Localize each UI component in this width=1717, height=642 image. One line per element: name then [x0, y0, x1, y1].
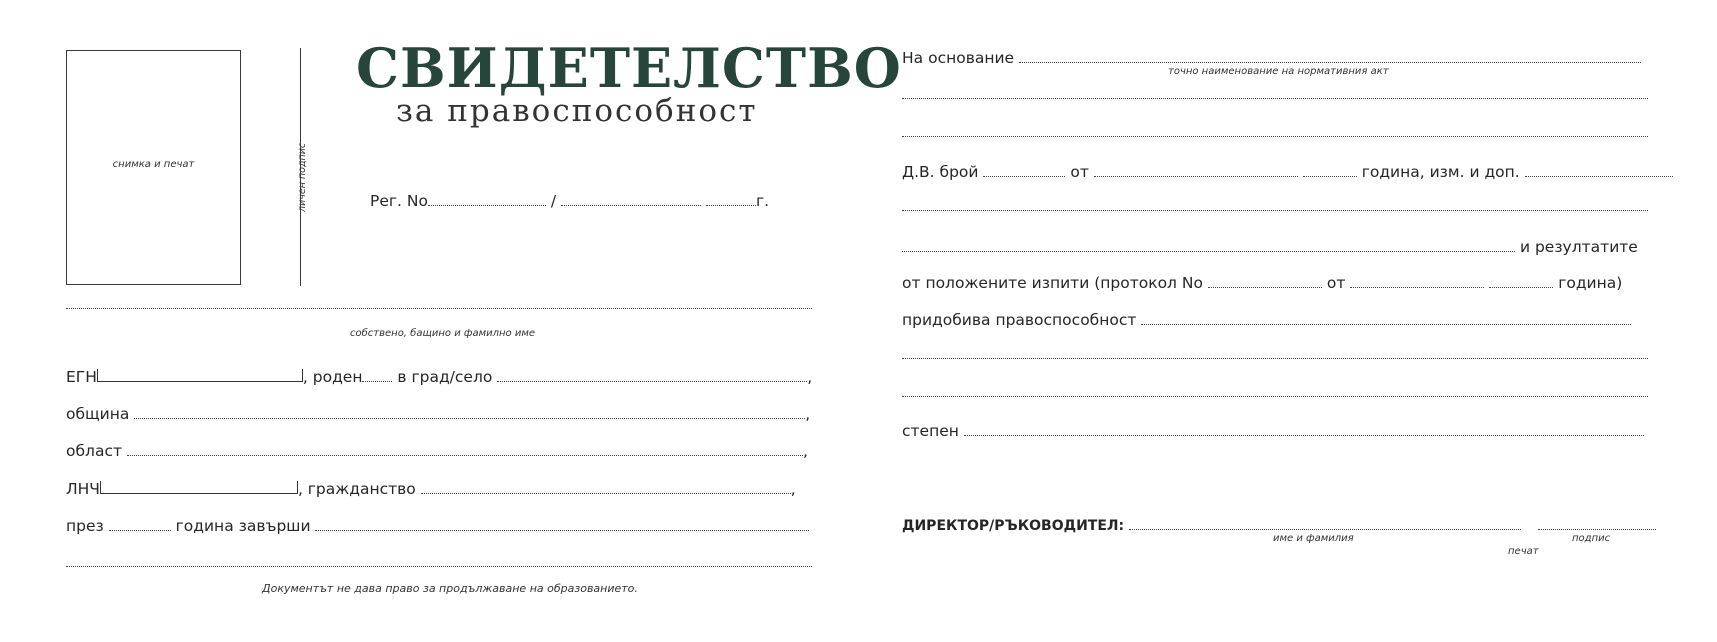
- document-subtitle: за правоспособност: [396, 93, 758, 129]
- comma: ,: [807, 368, 813, 386]
- city-label: в град/село: [397, 368, 493, 386]
- results-field[interactable]: [902, 239, 1515, 252]
- municipality-field[interactable]: [134, 406, 805, 419]
- director-name-field[interactable]: [1129, 517, 1521, 530]
- graduated-continuation-field[interactable]: [66, 566, 812, 567]
- exams-line: [902, 274, 1622, 292]
- reg-number-field[interactable]: [428, 193, 546, 206]
- born-label: , роден: [302, 368, 363, 386]
- municipality-line: [66, 405, 810, 423]
- egn-label: ЕГН: [66, 368, 97, 386]
- dv-date-field[interactable]: [1094, 164, 1298, 177]
- reg-year-field[interactable]: [706, 193, 756, 206]
- basis-continuation-1[interactable]: [902, 98, 1648, 99]
- region-line: [66, 442, 808, 460]
- footer-note: Документът не дава право за продължаване на образованието.: [262, 582, 638, 595]
- exams-year-label: година): [1558, 274, 1623, 292]
- graduated-line: [66, 517, 809, 535]
- stamp-note: печат: [1508, 546, 1539, 557]
- basis-label: На основание: [902, 49, 1015, 67]
- graduated-label: година завърши: [175, 517, 311, 535]
- protocol-date-field[interactable]: [1350, 275, 1484, 288]
- dv-line: [902, 163, 1673, 181]
- dv-year-label: година, изм. и доп.: [1361, 163, 1520, 181]
- name-note: собствено, бащино и фамилно име: [350, 328, 536, 339]
- exams-label: от положените изпити (протокол No: [902, 274, 1203, 292]
- basis-continuation-2[interactable]: [902, 136, 1648, 137]
- results-label: и резултатите: [1519, 238, 1638, 256]
- region-label: област: [66, 442, 122, 460]
- document-title: СВИДЕТЕЛСТВО: [356, 36, 902, 100]
- citizenship-label: , гражданство: [297, 480, 416, 498]
- name-field[interactable]: [66, 308, 812, 309]
- dv-from-label: от: [1070, 163, 1089, 181]
- lnch-label: ЛНЧ: [66, 480, 100, 498]
- results-line: [902, 238, 1638, 256]
- degree-line: [902, 422, 1644, 440]
- signature-label: личен подпис: [297, 142, 308, 212]
- reg-year-suffix: г.: [756, 192, 770, 210]
- egn-line: [66, 368, 812, 386]
- dv-number-field[interactable]: [983, 164, 1065, 177]
- reg-number-line: [370, 192, 769, 210]
- degree-field[interactable]: [964, 423, 1644, 436]
- qualification-field[interactable]: [1141, 312, 1631, 325]
- qualification-continuation-2[interactable]: [902, 396, 1648, 397]
- dv-year-field[interactable]: [1303, 164, 1357, 177]
- protocol-year-field[interactable]: [1489, 275, 1553, 288]
- basis-field[interactable]: [1019, 50, 1641, 63]
- dv-label: Д.В. брой: [902, 163, 979, 181]
- region-field[interactable]: [127, 443, 803, 456]
- photo-box[interactable]: [66, 50, 241, 285]
- amendments-continuation[interactable]: [902, 210, 1648, 211]
- photo-label: снимка и печат: [112, 159, 195, 170]
- acquires-line: [902, 311, 1631, 329]
- comma: ,: [802, 442, 808, 460]
- acquires-label: придобива правоспособност: [902, 311, 1137, 329]
- degree-label: степен: [902, 422, 959, 440]
- protocol-number-field[interactable]: [1208, 275, 1322, 288]
- through-label: през: [66, 517, 104, 535]
- director-name-note: име и фамилия: [1273, 533, 1354, 544]
- lnch-line: [66, 480, 796, 498]
- director-label: ДИРЕКТОР/РЪКОВОДИТЕЛ:: [902, 518, 1125, 534]
- reg-separator: /: [550, 192, 557, 210]
- director-signature-note: подпис: [1572, 533, 1611, 544]
- basis-note: точно наименование на нормативния акт: [1168, 66, 1389, 77]
- comma: ,: [790, 480, 796, 498]
- municipality-label: община: [66, 405, 130, 423]
- lnch-box[interactable]: [100, 481, 298, 494]
- city-field[interactable]: [497, 369, 807, 382]
- basis-line: [902, 49, 1641, 67]
- director-signature-field[interactable]: [1538, 517, 1656, 530]
- amendments-field[interactable]: [1525, 164, 1673, 177]
- egn-box[interactable]: [97, 369, 303, 382]
- born-date-field[interactable]: [362, 369, 392, 382]
- reg-date-field[interactable]: [561, 193, 701, 206]
- citizenship-field[interactable]: [421, 481, 791, 494]
- graduated-field[interactable]: [315, 518, 809, 531]
- comma: ,: [805, 405, 811, 423]
- reg-number-label: Рег. No: [370, 192, 428, 210]
- exams-from-label: от: [1326, 274, 1346, 292]
- qualification-continuation-1[interactable]: [902, 358, 1648, 359]
- graduation-year-field[interactable]: [109, 518, 171, 531]
- director-line: [902, 516, 1656, 534]
